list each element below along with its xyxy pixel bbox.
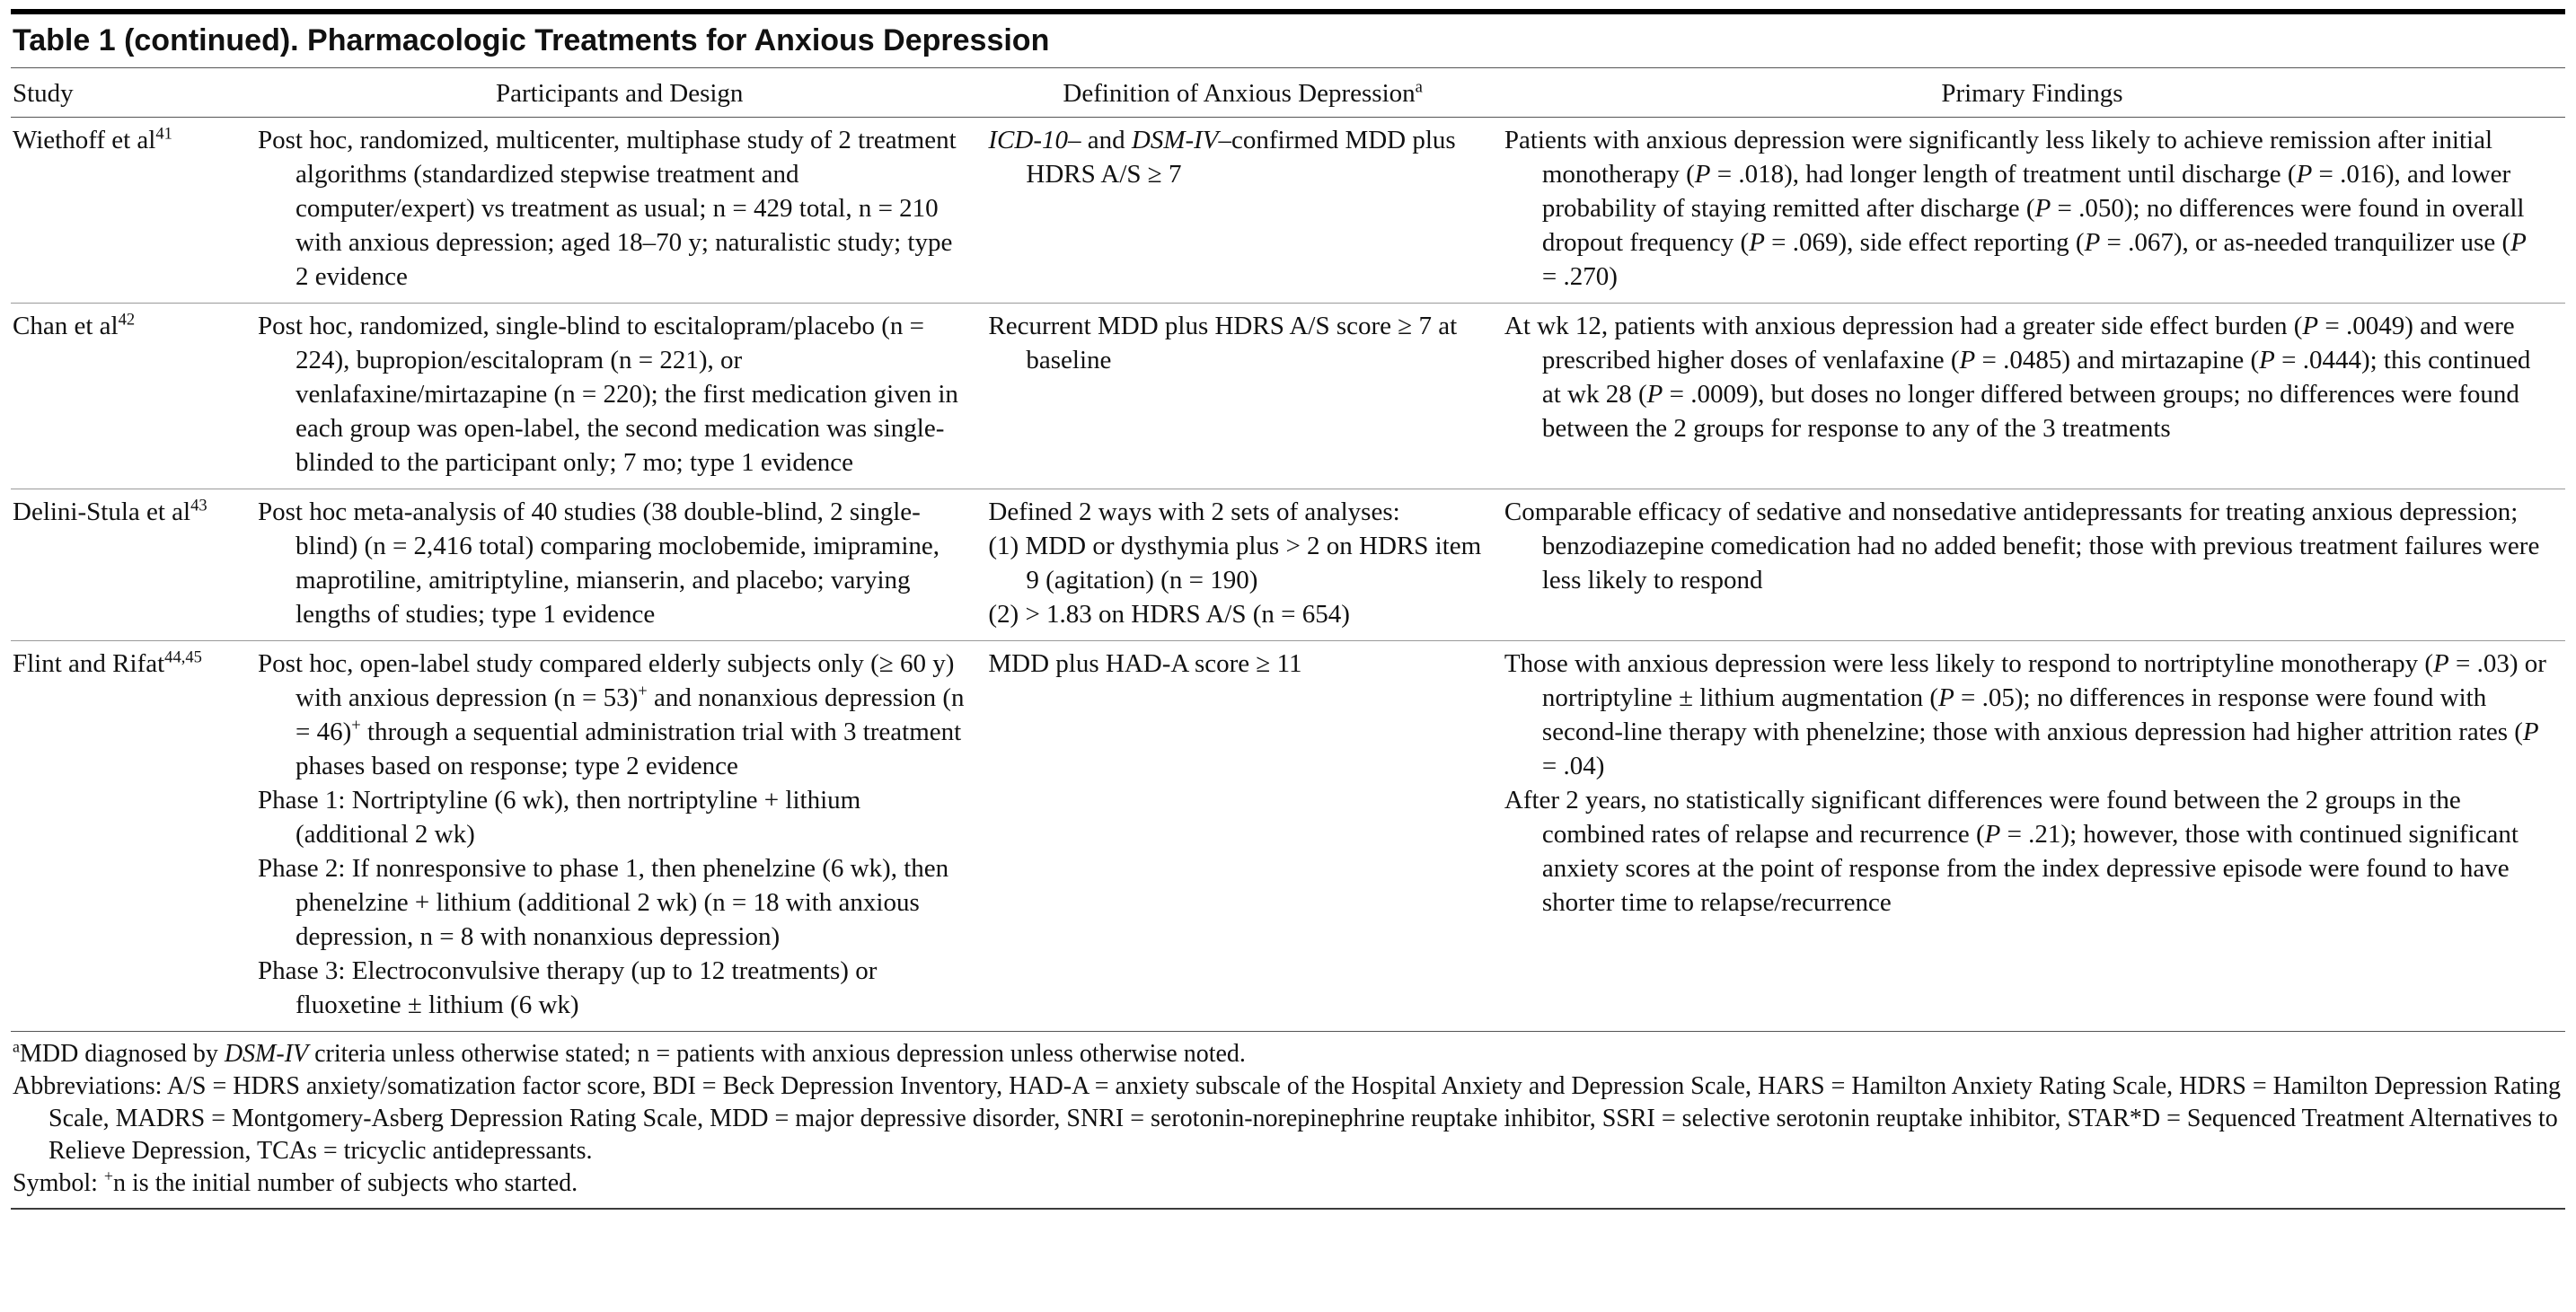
paragraph: Post hoc, randomized, single-blind to escitalopram/placebo (n = 224), bupropion/escitalopram (n = 221), or venlafaxine/mirtazapine (n = 220); the first medication given in each group was open-label, the second medication was single-blinded to the participant only; 7 mo; type 1 evidence: [258, 312, 958, 477]
paragraph: Phase 3: Electroconvulsive therapy (up to 12 treatments) or fluoxetine ± lithium (6 wk): [258, 956, 878, 1019]
definition-cell: [986, 304, 1502, 489]
paragraph: Phase 2: If nonresponsive to phase 1, then phenelzine (6 wk), then phenelzine + lithium (additional 2 wk) (n = 18 with anxious depression, n = 8 with nonanxious depression): [258, 854, 949, 951]
design-cell: [256, 118, 986, 304]
paragraph: (2) > 1.83 on HDRS A/S (n = 654): [988, 600, 1350, 629]
paragraph: Patients with anxious depression were significantly less likely to achieve remission after initial monotherapy (P = .018), had longer length of treatment until discharge (P = .016), and lower probability of staying remitted after discharge (P = .050); no differences were found in overall dropout frequency (P = .069), side effect reporting (P = .067), or as-needed tranquilizer use (P = .270): [1504, 126, 2527, 291]
column-header-definition: Definition of Anxious Depression$^a$: [986, 68, 1502, 118]
paragraph: Phase 1: Nortriptyline (6 wk), then nortriptyline + lithium (additional 2 wk): [258, 786, 861, 849]
paragraph: After 2 years, no statistically significant differences were found between the 2 groups in the combined rates of relapse and recurrence (P = .21); however, those with continued significant anxiety scores at the point of response from the index depressive episode were found to have shorter time to relapse/recurrence: [1504, 786, 2519, 917]
paragraph: Chan et $al^{42}$: [13, 310, 136, 340]
design-cell: [256, 304, 986, 489]
definition-cell: [986, 118, 1502, 304]
paragraph: MDD plus HAD-A score ≥ 11: [988, 649, 1302, 678]
footnote: Abbreviations: A/S = HDRS anxiety/somatization factor score, BDI = Beck Depression Inventory, HAD-A = anxiety subscale of the Hospital Anxiety and Depression Scale, HARS = Hamilton Anxiety Rating Scale, HDRS = Hamilton Depression Rating Scale, MADRS = Montgomery-Asberg Depression Rating Scale, MDD = major depressive disorder, SNRI = serotonin-norepinephrine reuptake inhibitor, SSRI = selective serotonin reuptake inhibitor, STAR*D = Sequenced Treatment Alternatives to Relieve Depression, TCAs = tricyclic antidepressants.: [13, 1072, 2562, 1165]
table-row: [11, 304, 2565, 489]
paragraph: Defined 2 ways with 2 sets of analyses:: [988, 498, 1400, 526]
header-row: [11, 68, 2565, 118]
findings-cell: [1503, 489, 2565, 641]
footnotes: [11, 1032, 2565, 1210]
findings-cell: [1503, 304, 2565, 489]
table-row: [11, 489, 2565, 641]
definition-cell: [986, 489, 1502, 641]
paragraph: Recurrent MDD plus HDRS A/S score ≥ 7 at baseline: [988, 312, 1458, 374]
findings-cell: [1503, 118, 2565, 304]
paragraph: Post hoc, randomized, multicenter, multiphase study of 2 treatment algorithms (standardized stepwise treatment and computer/expert) vs treatment as usual; n = 429 total, n = 210 with anxious depression; aged 18–70 y; naturalistic study; type 2 evidence: [258, 126, 957, 291]
study-cell: [11, 489, 256, 641]
paragraph: Post hoc, open-label study compared elderly subjects only (≥ 60 y) with anxious depression (n = 53)+ and nonanxious depression (n = 46)+ through a sequential administration trial with 3 treatment phases based on response; type 2 evidence: [258, 649, 965, 780]
paragraph: Those with anxious depression were less likely to respond to nortriptyline monotherapy (P = .03) or nortriptyline ± lithium augmentation (P = .05); no differences in response were found with second-line therapy with phenelzine; those with anxious depression had higher attrition rates (P = .04): [1504, 649, 2546, 780]
findings-cell: [1503, 641, 2565, 1032]
design-cell: [256, 641, 986, 1032]
table-row: [11, 118, 2565, 304]
paragraph: Post hoc meta-analysis of 40 studies (38 double-blind, 2 single-blind) (n = 2,416 total) comparing moclobemide, imipramine, maprotiline, amitriptyline, mianserin, and placebo; varying lengths of studies; type 1 evidence: [258, 498, 940, 629]
table-body: [11, 118, 2565, 1032]
table-title: Table 1 (continued). Pharmacologic Treatments for Anxious Depression: [11, 14, 2565, 68]
definition-cell: [986, 641, 1502, 1032]
paragraph: Flint and Rifat$^{44,45}$: [13, 647, 202, 678]
paragraph: At wk 12, patients with anxious depression had a greater side effect burden (P = .0049) and were prescribed higher doses of venlafaxine (P = .0485) and mirtazapine (P = .0444); this continued at wk 28 (P = .0009), but doses no longer differed between groups; no differences were found between the 2 groups for response to any of the 3 treatments: [1504, 312, 2531, 443]
paragraph: Comparable efficacy of sedative and nonsedative antidepressants for treating anxious depression; benzodiazepine comedication had no added benefit; those with previous treatment failures were less likely to respond: [1504, 498, 2540, 594]
paragraph: Delini-Stula et $al^{43}$: [13, 496, 207, 526]
paragraph: ICD-10– and DSM-IV–confirmed MDD plus HDRS A/S ≥ 7: [988, 126, 1456, 189]
footnote: Symbol: +n is the initial number of subjects who started.: [13, 1167, 578, 1197]
paragraph: (1) MDD or dysthymia plus > 2 on HDRS item 9 (agitation) (n = 190): [988, 532, 1482, 594]
column-header-primary-findings: Primary Findings: [1503, 68, 2565, 118]
table-header: [11, 68, 2565, 118]
paragraph: Wiethoff et $al^{41}$: [13, 124, 172, 154]
footnote: $^a$MDD diagnosed by DSM-IV criteria unless otherwise stated; n = patients with anxious depression unless otherwise noted.: [13, 1037, 1246, 1068]
pharmacologic-treatments-table: [11, 68, 2565, 1032]
column-header-study: Study: [11, 68, 256, 118]
design-cell: [256, 489, 986, 641]
study-cell: [11, 118, 256, 304]
study-cell: [11, 304, 256, 489]
column-header-participants-design: Participants and Design: [256, 68, 986, 118]
study-cell: [11, 641, 256, 1032]
table-row: [11, 641, 2565, 1032]
